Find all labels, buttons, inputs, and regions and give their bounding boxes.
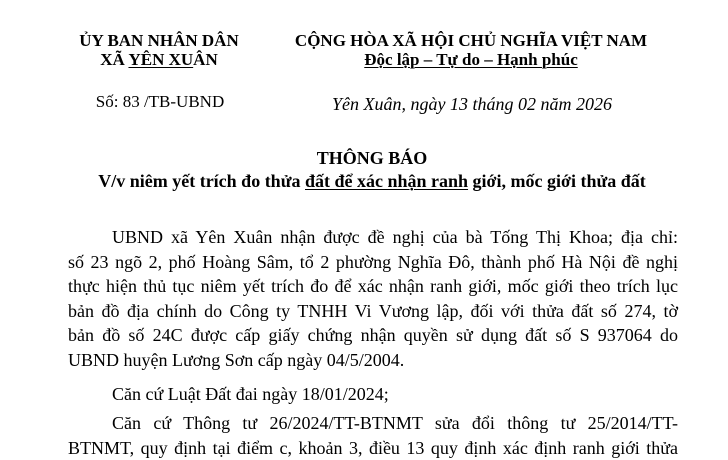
- paragraph-line: thực hiện thủ tục niêm yết trích đo để xác nhận ranh giới, mốc giới theo trích lục: [68, 274, 678, 299]
- commune-name: XÃ YÊN XUÂN: [100, 50, 217, 70]
- document-title: THÔNG BÁO: [317, 147, 428, 169]
- document-subject: V/v niêm yết trích đo thửa đất để xác nhận ranh giới, mốc giới thửa đất: [98, 170, 646, 192]
- place-and-date: Yên Xuân, ngày 13 tháng 02 năm 2026: [332, 93, 612, 115]
- body-paragraph-legal-basis-2: [68, 411, 678, 460]
- paragraph-line: bản đồ địa chính do Công ty TNHH Vi Vương lập, đối với thửa đất số 274, tờ: [68, 299, 678, 324]
- body-paragraph-request: [68, 225, 678, 372]
- paragraph-line: UBND xã Yên Xuân nhận được đề nghị của bà Tống Thị Khoa; địa chỉ:: [68, 225, 678, 250]
- paragraph-line: UBND huyện Lương Sơn cấp ngày 04/5/2004.: [68, 348, 678, 373]
- document-number: Số: 83 /TB-UBND: [96, 92, 224, 112]
- paragraph-line: BTNMT, quy định tại điểm c, khoản 3, điều 13 quy định xác định ranh giới thửa: [68, 436, 678, 460]
- paragraph-line: số 23 ngõ 2, phố Hoàng Sâm, tổ 2 phường Nghĩa Đô, thành phố Hà Nội đề nghị: [68, 250, 678, 275]
- issuing-organization: ỦY BAN NHÂN DÂN: [79, 31, 238, 51]
- body-paragraph-legal-basis-1: Căn cứ Luật Đất đai ngày 18/01/2024;: [112, 383, 389, 405]
- paragraph-line: Căn cứ Thông tư 26/2024/TT-BTNMT sửa đổi thông tư 25/2014/TT-: [68, 411, 678, 436]
- paragraph-line: bản đồ số 24C được cấp giấy chứng nhận quyền sử dụng đất số S 937064 do: [68, 323, 678, 348]
- national-motto: Độc lập – Tự do – Hạnh phúc: [364, 50, 577, 70]
- national-name: CỘNG HÒA XÃ HỘI CHỦ NGHĨA VIỆT NAM: [295, 31, 647, 51]
